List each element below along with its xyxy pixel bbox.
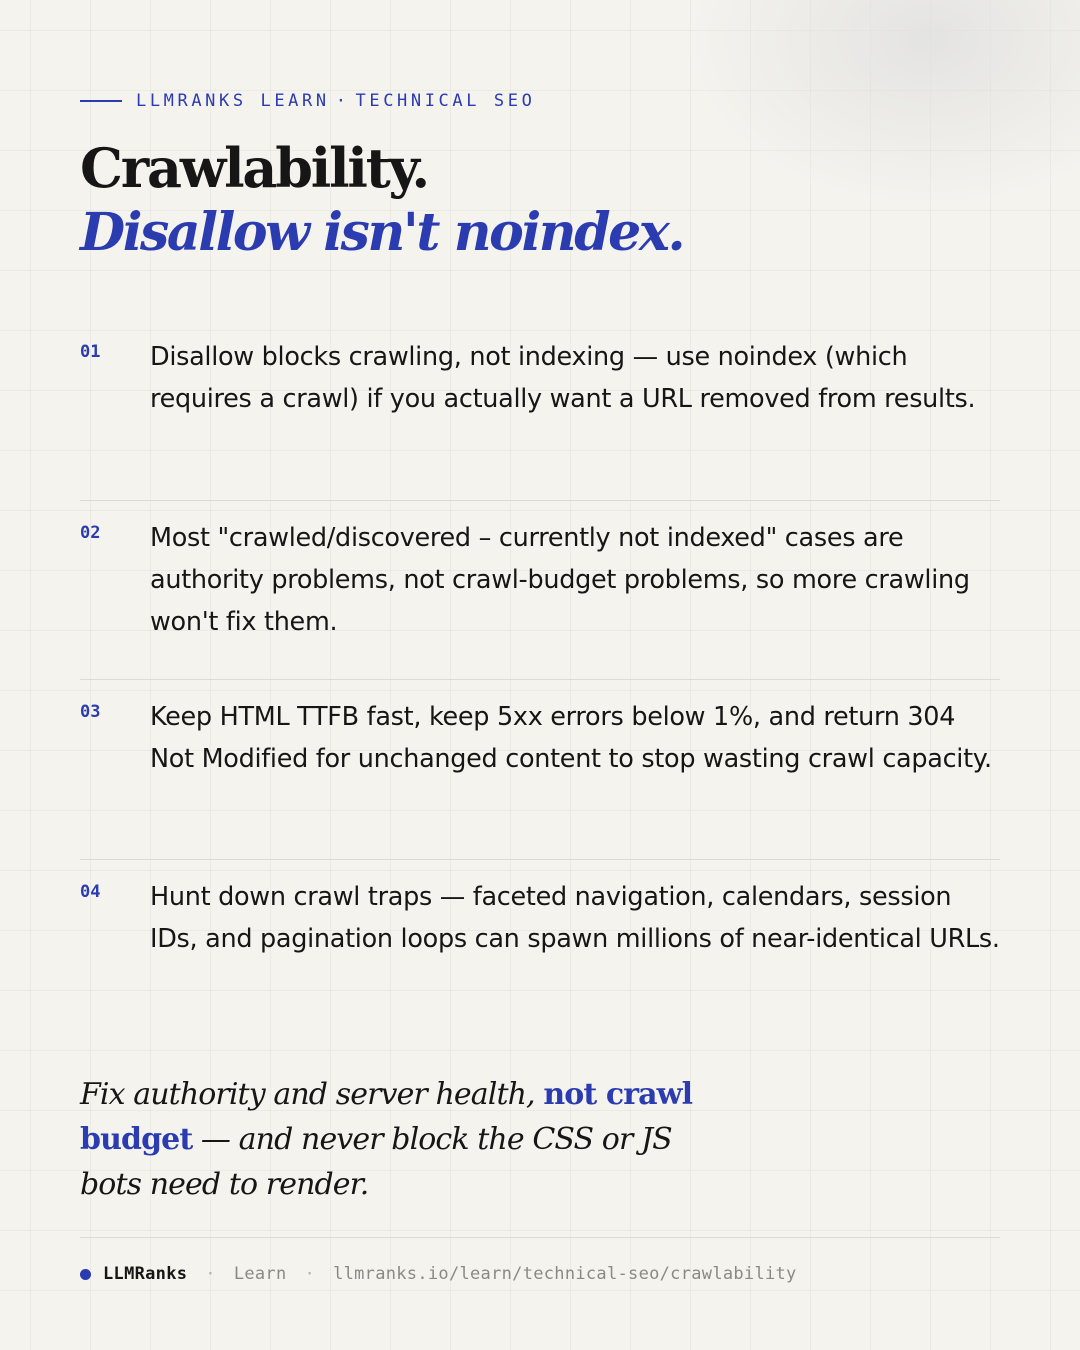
list-item	[80, 859, 1000, 1039]
eyebrow-brand: LLMRANKS LEARN	[136, 91, 330, 111]
list-item	[80, 500, 1000, 680]
footer-brand: LLMRanks	[103, 1264, 188, 1284]
point-number: 03	[80, 702, 101, 722]
list-item	[80, 679, 1000, 859]
page-subtitle: Disallow isn't noindex.	[80, 202, 684, 263]
closing-highlight: not crawl budget	[80, 1077, 693, 1157]
eyebrow-section: TECHNICAL SEO	[355, 91, 536, 111]
list-item	[80, 320, 1000, 500]
closing-before: Fix authority and server health,	[80, 1077, 544, 1112]
footer	[80, 1262, 797, 1286]
point-text: Most "crawled/discovered – currently not indexed" cases are authority problems, not crawl-budget problems, so more crawling won't fix them.	[150, 522, 970, 637]
eyebrow	[80, 90, 535, 112]
page-title: Crawlability.	[80, 136, 429, 200]
point-number: 02	[80, 522, 101, 543]
points-list	[80, 320, 1000, 1038]
footer-separator: ·	[205, 1264, 216, 1284]
point-text: Disallow blocks crawling, not indexing — use noindex (which requires a crawl) if you actually want a URL removed from results.	[150, 342, 976, 414]
point-number: 01	[80, 342, 101, 362]
brand-dot-icon	[80, 1269, 91, 1280]
footer-divider	[80, 1237, 1000, 1238]
closing-after: — and never block the CSS or JS bots need to render.	[80, 1122, 672, 1202]
eyebrow-rule	[80, 100, 122, 102]
point-number: 04	[80, 881, 101, 902]
footer-separator: ·	[304, 1264, 316, 1284]
point-text: Hunt down crawl traps — faceted navigation, calendars, session IDs, and pagination loops can spawn millions of near-identical URLs.	[150, 881, 1000, 954]
closing-statement	[80, 1072, 740, 1207]
eyebrow-separator: ·	[335, 91, 350, 111]
footer-url[interactable]: llmranks.io/learn/technical-seo/crawlability	[333, 1264, 797, 1284]
footer-section: Learn	[233, 1264, 287, 1284]
point-text: Keep HTML TTFB fast, keep 5xx errors below 1%, and return 304 Not Modified for unchanged content to stop wasting crawl capacity.	[150, 702, 992, 774]
